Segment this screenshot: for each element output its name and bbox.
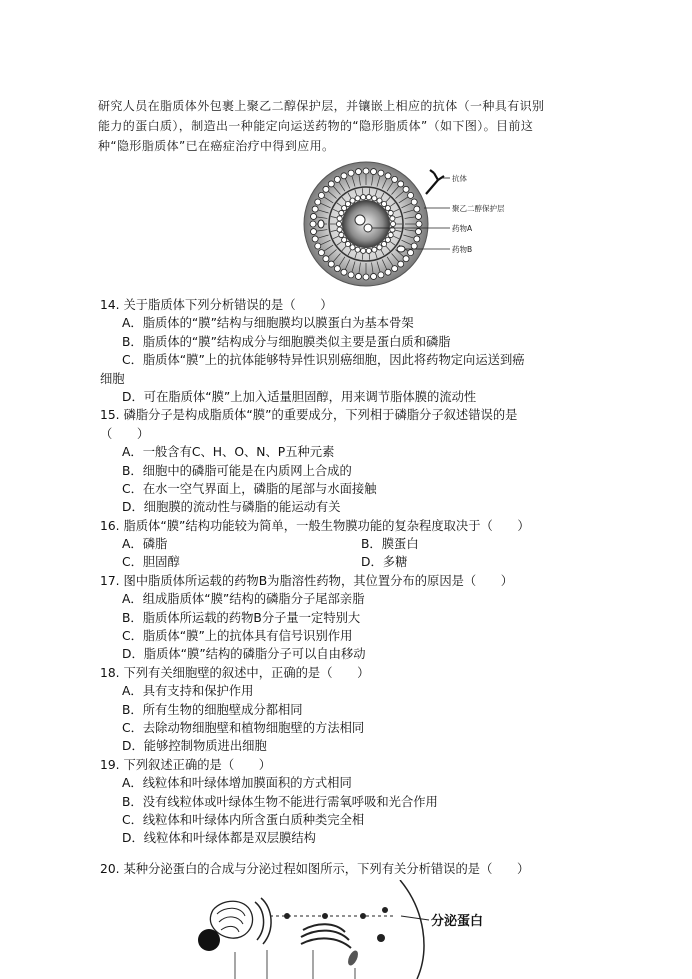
question-block (100, 572, 600, 664)
phospholipid-head (341, 173, 347, 179)
phospholipid-head (315, 199, 321, 205)
phospholipid-head (323, 256, 329, 262)
phospholipid-head (315, 243, 321, 249)
answer-option: B．所有生物的细胞壁成分都相同 (122, 702, 303, 717)
answer-option: B．脂质体所运载的药物B分子量一定特别大 (122, 610, 361, 625)
phospholipid-head (342, 237, 347, 242)
phospholipid-head (388, 232, 393, 237)
label-secretory-protein: 分泌蛋白 (431, 914, 484, 929)
phospholipid-head (312, 206, 318, 212)
answer-option: C．在水一空气界面上，磷脂的尾部与水面接触 (122, 481, 377, 496)
phospholipid-head (345, 201, 350, 206)
phospholipid-head (390, 216, 395, 221)
question-block (100, 406, 600, 516)
phospholipid-head (355, 196, 360, 201)
answer-option: B．膜蛋白 (361, 537, 419, 552)
answer-option: A．一般含有C、H、O、N、P五种元素 (122, 445, 335, 460)
answer-option: B．细胞中的磷脂可能是在内质网上合成的 (122, 463, 352, 478)
phospholipid-head (342, 206, 347, 211)
phospholipid-head (411, 243, 417, 249)
question-block (100, 664, 600, 756)
phospholipid-head (334, 266, 340, 272)
phospholipid-head (381, 241, 386, 246)
phospholipid-head (378, 170, 384, 176)
label-peg-layer: 聚乙二醇保护层 (452, 204, 505, 213)
phospholipid-head (345, 241, 350, 246)
vesicle (382, 907, 388, 913)
question-stem: 14. 关于脂质体下列分析错误的是（ ） (100, 298, 333, 312)
phospholipid-head (328, 181, 334, 187)
phospholipid-head (390, 221, 395, 226)
phospholipid-head (337, 216, 342, 221)
phospholipid-head (363, 274, 369, 280)
answer-option: D．能够控制物质进出细胞 (122, 739, 267, 754)
vesicle (322, 913, 328, 919)
vesicle (284, 913, 290, 919)
phospholipid-head (372, 247, 377, 252)
phospholipid-head (355, 169, 361, 175)
phospholipid-head (334, 176, 340, 182)
phospholipid-head (392, 266, 398, 272)
nucleus-er-complex (198, 898, 271, 951)
phospholipid-head (385, 206, 390, 211)
phospholipid-head (408, 250, 414, 256)
drug-b-molecule (318, 220, 324, 228)
phospholipid-head (372, 196, 377, 201)
leader-line (401, 916, 429, 920)
intro-paragraph (98, 96, 603, 156)
intro-line: 研究人员在脂质体外包裹上聚乙二醇保护层，并镶嵌上相应的抗体（一种具有识别 (98, 99, 545, 113)
phospholipid-head (311, 229, 317, 235)
answer-option: A．磷脂 (122, 537, 168, 552)
phospholipid-head (378, 272, 384, 278)
drug-a-molecule (364, 224, 372, 232)
answer-option: A．脂质体的“膜”结构与细胞膜均以膜蛋白为基本骨架 (122, 316, 414, 331)
phospholipid-head (348, 272, 354, 278)
question-block (100, 517, 600, 572)
drug-b-molecule (397, 246, 405, 252)
answer-option: C．去除动物细胞壁和植物细胞壁的方法相同 (122, 720, 365, 735)
answer-option: A．组成脂质体“膜”结构的磷脂分子尾部亲脂 (122, 592, 365, 607)
phospholipid-head (366, 248, 371, 253)
phospholipid-head (403, 186, 409, 192)
nucleus (198, 929, 220, 951)
question-stem: 18. 下列有关细胞壁的叙述中，正确的是（ ） (100, 665, 370, 680)
phospholipid-head (371, 169, 377, 175)
answer-option: B．脂质体的“膜”结构成分与细胞膜类似主要是蛋白质和磷脂 (122, 334, 451, 349)
question-block (100, 756, 600, 848)
answer-option: C．脂质体“膜”上的抗体能够特异性识别癌细胞，因此将药物定向运送到癌 (122, 353, 525, 368)
answer-option: A．具有支持和保护作用 (122, 684, 254, 699)
phospholipid-head (411, 199, 417, 205)
phospholipid-head (361, 195, 366, 200)
liposome-figure (300, 158, 530, 294)
question-stem: 16. 脂质体“膜”结构功能较为简单，一般生物膜功能的复杂程度取决于（ ） (100, 518, 530, 533)
cell-membrane (400, 880, 424, 979)
answer-option: D．线粒体和叶绿体都是双层膜结构 (122, 831, 316, 846)
phospholipid-head (348, 170, 354, 176)
question-block (100, 296, 600, 406)
vesicle (360, 913, 366, 919)
answer-option: C．线粒体和叶绿体内所含蛋白质种类完全相 (122, 812, 365, 827)
phospholipid-head (408, 192, 414, 198)
label-drug-a: 药物A (452, 224, 473, 233)
answer-option: A．线粒体和叶绿体增加膜面积的方式相同 (122, 776, 352, 791)
phospholipid-head (415, 213, 421, 219)
phospholipid-head (403, 256, 409, 262)
phospholipid-head (392, 176, 398, 182)
phospholipid-head (312, 236, 318, 242)
drug-a-molecule (355, 215, 365, 225)
phospholipid-head (385, 269, 391, 275)
phospholipid-head (310, 221, 316, 227)
antibody-icon (426, 170, 444, 194)
phospholipid-head (366, 195, 371, 200)
phospholipid-head (414, 206, 420, 212)
phospholipid-head (381, 201, 386, 206)
phospholipid-head (371, 273, 377, 279)
vesicle (377, 934, 385, 942)
answer-option-row (100, 553, 600, 571)
mitochondrion (346, 949, 360, 967)
phospholipid-head (336, 221, 341, 226)
phospholipid-head (323, 186, 329, 192)
phospholipid-head (414, 236, 420, 242)
continued-text: （ ） (100, 426, 150, 441)
phospholipid-head (385, 173, 391, 179)
phospholipid-head (350, 245, 355, 250)
phospholipid-head (416, 221, 422, 227)
phospholipid-head (350, 198, 355, 203)
phospholipid-head (341, 269, 347, 275)
phospholipid-head (388, 210, 393, 215)
continued-text: 细胞 (100, 371, 125, 386)
phospholipid-head (385, 237, 390, 242)
phospholipid-head (339, 232, 344, 237)
phospholipid-head (361, 248, 366, 253)
answer-option: B．没有线粒体或叶绿体生物不能进行需氧呼吸和光合作用 (122, 794, 438, 809)
phospholipid-head (337, 227, 342, 232)
question-list (100, 296, 600, 848)
phospholipid-head (318, 192, 324, 198)
phospholipid-head (355, 247, 360, 252)
phospholipid-head (355, 273, 361, 279)
answer-option: D．可在脂质体“膜”上加入适量胆固醇，用来调节脂体膜的流动性 (122, 389, 477, 404)
answer-option: C．胆固醇 (122, 555, 180, 570)
intro-line: 种“隐形脂质体”已在癌症治疗中得到应用。 (98, 139, 335, 153)
phospholipid-head (377, 198, 382, 203)
question-stem: 15. 磷脂分子是构成脂质体“膜”的重要成分，下列相于磷脂分子叙述错误的是 (100, 408, 518, 423)
phospholipid-head (398, 181, 404, 187)
question-stem: 19. 下列叙述正确的是（ ） (100, 757, 272, 772)
question-20-stem: 20. 某种分泌蛋白的合成与分泌过程如图所示，下列有关分析错误的是（ ） (100, 862, 530, 876)
phospholipid-head (415, 229, 421, 235)
phospholipid-head (339, 210, 344, 215)
answer-option: D．脂质体“膜”结构的磷脂分子可以自由移动 (122, 647, 366, 662)
answer-option: D．细胞膜的流动性与磷脂的能运动有关 (122, 500, 341, 515)
golgi-apparatus (301, 924, 351, 948)
answer-option-row (100, 535, 600, 553)
answer-option: D．多糖 (361, 555, 408, 570)
label-drug-b: 药物B (452, 245, 473, 254)
answer-option: C．脂质体“膜”上的抗体具有信号识别作用 (122, 629, 353, 644)
question-stem: 17. 图中脂质体所运载的药物B为脂溶性药物，其位置分布的原因是（ ） (100, 573, 514, 588)
phospholipid-head (377, 245, 382, 250)
phospholipid-head (311, 213, 317, 219)
phospholipid-head (363, 168, 369, 174)
label-antibody: 抗体 (452, 174, 467, 183)
secretion-figure (195, 880, 495, 979)
phospholipid-head (318, 250, 324, 256)
intro-line: 能力的蛋白质），制造出一种能定向运送药物的“隐形脂质体”（如下图）。目前这 (98, 119, 534, 133)
phospholipid-head (398, 261, 404, 267)
phospholipid-head (328, 261, 334, 267)
